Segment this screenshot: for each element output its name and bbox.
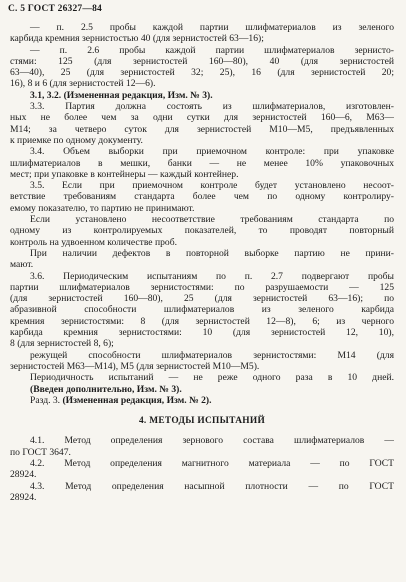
text-line: ветствие требованиям стандарта более чем по одному контролиру- <box>10 191 394 203</box>
text-line: режущей способности шлифматериалов зернистостями: М14 (для <box>30 349 394 361</box>
text-line: 4.1. Метод определения зернового состава шлифматериалов — <box>30 435 394 447</box>
text-line: При наличии дефектов в повторной выборке партию не прини- <box>30 247 394 259</box>
document-body <box>10 22 394 503</box>
text-line: 3.5. Если при приемочном контроле будет установлено несоот- <box>30 180 394 192</box>
text-line: одному из контролируемых показателей, то проводят повторный <box>10 225 394 237</box>
text-line: (для зернистостей 160—80), 25 (для зернистостей 63—16); по <box>10 293 394 305</box>
text-line: Если установлено несоответствие требованиям стандарта по <box>30 214 394 226</box>
text-line: емому показателю, то партию не принимают. <box>10 202 195 214</box>
text-line: абразивной способности шлифматериалов из зеленого карбида <box>10 304 394 316</box>
text-line: 3.6. Периодическим испытаниям по п. 2.7 подвергают пробы <box>30 270 394 282</box>
text-line: мест; при упаковке в контейнеры — каждый контейнер. <box>10 168 239 180</box>
section-3-text <box>10 22 394 406</box>
text-line: Периодичность испытаний — не реже одного раза в 10 дней. <box>30 372 394 384</box>
text-line: 3.3. Партия должна состоять из шлифматериалов, изготовлен- <box>30 101 394 113</box>
text-line: 28924. <box>10 469 37 481</box>
text-line: 3.1, 3.2. (Измененная редакция, Изм. № 3). <box>30 89 213 101</box>
text-line: карбида кремния зернистостями: 10 (для зернистостей 12, 10), <box>10 327 394 339</box>
text-line: мают. <box>10 259 34 271</box>
text-line: — п. 2.5 пробы каждой партии шлифматериалов из зеленого <box>30 22 394 33</box>
text-line: партии шлифматериалов зернистостями: по разрушаемости — 125 <box>10 281 394 293</box>
text-line: Разд. 3. (Измененная редакция, Изм. № 2). <box>30 394 212 406</box>
text-line: к приемке по одному документу. <box>10 134 143 146</box>
text-line: 28924. <box>10 491 37 503</box>
text-line: карбида кремния зернистостью 40 (для зернистостей 63—16); <box>10 33 264 45</box>
text-line: кремния зернистостями: 8 (для зернистостей 12—8), 6; из черного <box>10 315 394 327</box>
text-line: 63—40), 25 (для зернистостей 32; 25), 16 (для зернистостей 20; <box>10 67 394 79</box>
text-line: 16), 8 и 6 (для зернистостей 12—6). <box>10 78 156 90</box>
text-line: контроль на удвоенном количестве проб. <box>10 236 177 248</box>
text-line: зернистостей М63—М14), М5 (для зернистостей М10—М5). <box>10 360 260 372</box>
text-line: 4.2. Метод определения магнитного материала — по ГОСТ <box>30 457 394 469</box>
text-line: стями: 125 (для зернистостей 160—80), 40 (для зернистостей <box>10 55 394 67</box>
text-line: 8 (для зернистостей 8, 6); <box>10 338 114 350</box>
text-line: шлифматериалов в мешки, банки — не менее 10% упаковочных <box>10 157 394 169</box>
text-line: 4.3. Метод определения насыпной плотности — по ГОСТ <box>30 480 394 492</box>
text-line: (Введен дополнительно, Изм. № 3). <box>30 383 182 395</box>
text-line: 3.4. Объем выборки при приемочном контроле: при упаковке <box>30 146 394 158</box>
section-4-text <box>10 435 394 503</box>
page-header: С. 5 ГОСТ 26327—84 <box>8 4 102 14</box>
text-line: М14; за четверо суток для зернистостей М10—М5, предъявленных <box>10 123 394 135</box>
text-line: по ГОСТ 3647. <box>10 446 71 458</box>
text-line: ных не более чем за одни сутки для зернистостей 160—6, М63— <box>10 112 394 124</box>
section-heading: 4. МЕТОДЫ ИСПЫТАНИЙ <box>138 416 266 427</box>
text-line: — п. 2.6 пробы каждой партии шлифматериалов зернисто- <box>30 44 394 56</box>
